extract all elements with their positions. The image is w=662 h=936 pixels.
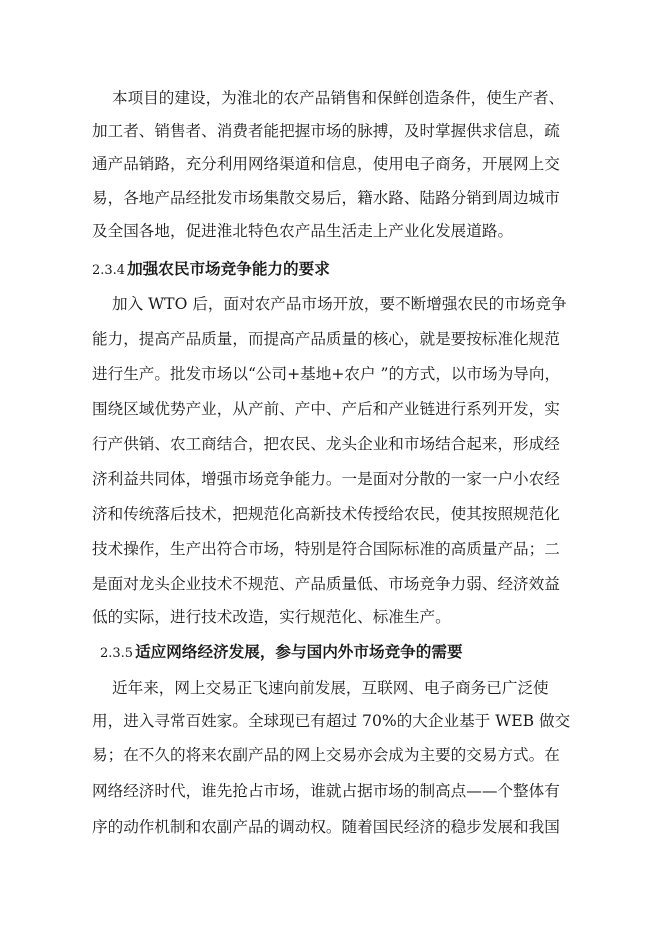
paragraph-line: 易，各地产品经批发市场集散交易后，籍水路、陆路分销到周边城市 (92, 189, 560, 207)
paragraph-line: 行产供销、农工商结合，把农民、龙头企业和市场结合起来，形成经 (92, 435, 560, 453)
paragraph-line: 是面对龙头企业技术不规范、产品质量低、市场竞争力弱、经济效益 (92, 575, 560, 593)
paragraph-line: 网络经济时代，谁先抢占市场，谁就占据市场的制高点——个整体有 (92, 782, 560, 800)
paragraph-line: 济和传统落后技术，把规范化高新技术传授给农民，使其按照规范化 (92, 505, 560, 523)
section-title: 适应网络经济发展，参与国内外市场竞争的需要 (135, 642, 463, 661)
section-heading (92, 259, 572, 281)
paragraph-line: 及全国各地，促进淮北特色农产品生活走上产业化发展道路。 (92, 222, 514, 240)
paragraph-line: 技术操作，生产出符合市场，特别是符合国际标准的高质量产品；二 (92, 540, 560, 558)
paragraph-line: 通产品销路，充分利用网络渠道和信息，使用电子商务，开展网上交 (92, 155, 560, 173)
paragraph-line: 低的实际，进行技术改造，实行规范化、标准生产。 (92, 608, 451, 626)
paragraph-line: 能力，提高产品质量，而提高产品质量的核心，就是要按标准化规范 (92, 330, 560, 348)
paragraph-line: 济利益共同体，增强市场竞争能力。一是面对分散的一家一户小农经 (92, 470, 560, 488)
paragraph-line: 序的动作机制和农副产品的调动权。随着国民经济的稳步发展和我国 (92, 818, 560, 836)
paragraph-line: 近年来，网上交易正飞速向前发展，互联网、电子商务已广泛使 (112, 679, 549, 697)
paragraph-line: 用，进入寻常百姓家。全球现已有超过 70%的大企业基于 WEB 做交 (92, 712, 571, 730)
paragraph-line: 进行生产。批发市场以“公司+基地+农户 ”的方式，以市场为导向， (92, 365, 561, 383)
section-number: 2.3.4 (92, 263, 126, 278)
section-title: 加强农民市场竞争能力的要求 (127, 259, 330, 278)
paragraph-line: 易；在不久的将来农副产品的网上交易亦会成为主要的交易方式。在 (92, 746, 560, 764)
paragraph-line: 围绕区域优势产业，从产前、产中、产后和产业链进行系列开发，实 (92, 400, 560, 418)
section-heading (100, 642, 580, 664)
paragraph-line: 加入 WTO 后，面对农产品市场开放，要不断增强农民的市场竞争 (112, 295, 567, 313)
section-number: 2.3.5 (100, 646, 134, 661)
paragraph-line: 本项目的建设，为淮北的农产品销售和保鲜创造条件，使生产者、 (112, 89, 565, 107)
paragraph-line: 加工者、销售者、消费者能把握市场的脉搏，及时掌握供求信息，疏 (92, 122, 560, 140)
